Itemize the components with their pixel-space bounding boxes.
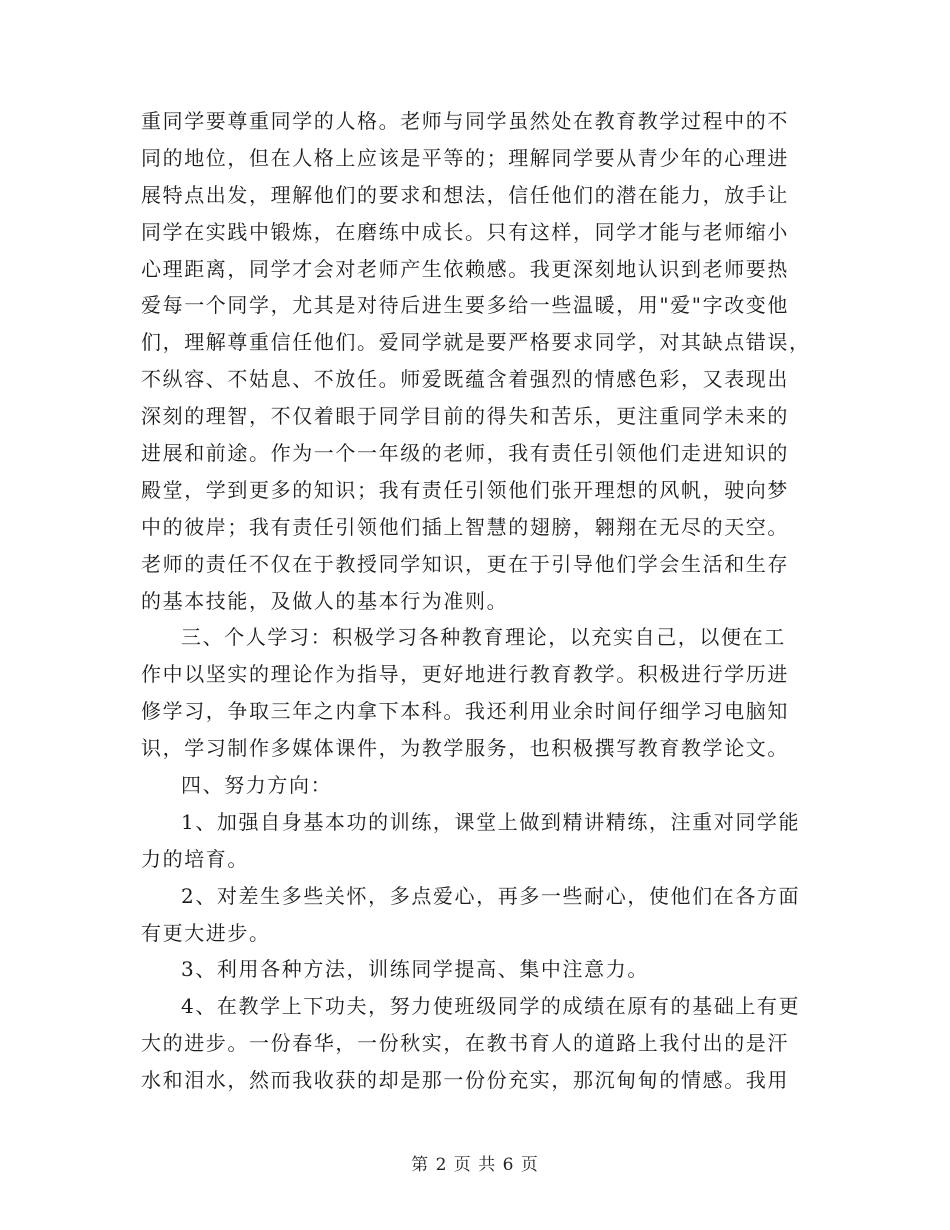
text-line: 四、努力方向： bbox=[181, 773, 333, 798]
text-line: 有更大进步。 bbox=[141, 920, 271, 945]
text-line: 同学在实践中锻炼，在磨练中成长。只有这样，同学才能与老师缩小 bbox=[141, 219, 789, 244]
text-line: 们，理解尊重信任他们。爱同学就是要严格要求同学，对其缺点错误， bbox=[141, 330, 811, 355]
text-line: 展特点出发，理解他们的要求和想法，信任他们的潜在能力，放手让 bbox=[141, 182, 789, 207]
text-line: 进展和前途。作为一个一年级的老师，我有责任引领他们走进知识的 bbox=[141, 441, 789, 466]
text-line: 3、利用各种方法，训练同学提高、集中注意力。 bbox=[181, 957, 649, 982]
text-line: 的基本技能，及做人的基本行为准则。 bbox=[141, 588, 509, 613]
text-line: 心理距离，同学才会对老师产生依赖感。我更深刻地认识到老师要热 bbox=[141, 256, 789, 281]
text-line: 作中以坚实的理论作为指导，更好地进行教育教学。积极进行学历进 bbox=[141, 662, 789, 687]
page-footer: 第 2 页 共 6 页 bbox=[411, 1155, 539, 1175]
text-line: 同的地位，但在人格上应该是平等的；理解同学要从青少年的心理进 bbox=[141, 145, 789, 170]
text-line: 大的进步。一份春华，一份秋实，在教书育人的道路上我付出的是汗 bbox=[141, 1031, 789, 1056]
text-line: 深刻的理智，不仅着眼于同学目前的得失和苦乐，更注重同学未来的 bbox=[141, 404, 789, 429]
text-line: 老师的责任不仅在于教授同学知识，更在于引导他们学会生活和生存 bbox=[141, 551, 789, 576]
text-line: 力的培育。 bbox=[141, 846, 249, 871]
text-line: 重同学要尊重同学的人格。老师与同学虽然处在教育教学过程中的不 bbox=[141, 109, 789, 133]
text-line: 1、加强自身基本功的训练，课堂上做到精讲精练，注重对同学能 bbox=[181, 809, 801, 834]
document-body bbox=[141, 103, 811, 1099]
text-line: 中的彼岸；我有责任引领他们插上智慧的翅膀，翱翔在无尽的天空。 bbox=[141, 514, 789, 539]
text-line: 4、在教学上下功夫，努力使班级同学的成绩在原有的基础上有更 bbox=[181, 994, 801, 1019]
text-line: 2、对差生多些关怀，多点爱心，再多一些耐心，使他们在各方面 bbox=[181, 883, 801, 908]
text-line: 不纵容、不姑息、不放任。师爱既蕴含着强烈的情感色彩，又表现出 bbox=[141, 367, 789, 392]
text-line: 识，学习制作多媒体课件，为教学服务，也积极撰写教育教学论文。 bbox=[141, 736, 789, 761]
text-line: 修学习，争取三年之内拿下本科。我还利用业余时间仔细学习电脑知 bbox=[141, 699, 789, 724]
text-line: 爱每一个同学，尤其是对待后进生要多给一些温暖，用"爱"字改变他 bbox=[141, 293, 789, 318]
text-line: 水和泪水，然而我收获的却是那一份份充实，那沉甸甸的情感。我用 bbox=[141, 1068, 789, 1093]
text-line: 殿堂，学到更多的知识；我有责任引领他们张开理想的风帆，驶向梦 bbox=[141, 477, 789, 502]
text-line: 三、个人学习：积极学习各种教育理论，以充实自己，以便在工 bbox=[181, 625, 786, 650]
